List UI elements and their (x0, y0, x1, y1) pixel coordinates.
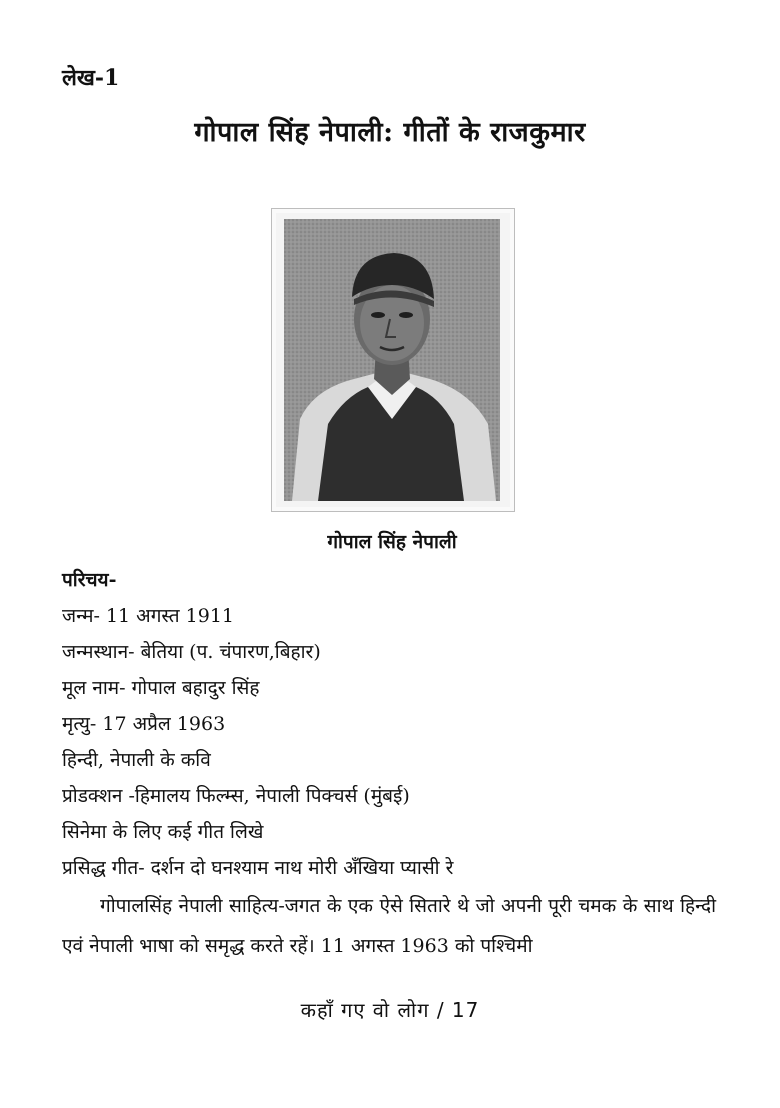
fact-original-name: मूल नाम- गोपाल बहादुर सिंह (62, 677, 260, 699)
portrait-photo-icon (284, 219, 500, 501)
section-heading: परिचय- (62, 569, 117, 591)
portrait-photo (271, 208, 515, 512)
page-title: गोपाल सिंह नेपाली: गीतों के राजकुमार (194, 117, 586, 148)
fact-cinema: सिनेमा के लिए कई गीत लिखे (62, 821, 264, 843)
fact-death: मृत्यु- 17 अप्रैल 1963 (62, 713, 226, 735)
photo-caption: गोपाल सिंह नेपाली (327, 531, 457, 553)
chapter-label: लेख-1 (62, 65, 120, 91)
fact-languages: हिन्दी, नेपाली के कवि (62, 749, 211, 771)
paragraph-text: गोपालसिंह नेपाली साहित्य-जगत के एक ऐसे सितारे थे जो अपनी पूरी चमक के साथ हिन्दी एवं नेपाली भाषा को समृद्ध करते रहें। 11 अगस्त 1963 को पश्चिमी (62, 895, 716, 957)
body-paragraph (62, 886, 716, 966)
fact-production: प्रोडक्शन -हिमालय फिल्म्स, नेपाली पिक्चर्स (मुंबई) (62, 785, 410, 807)
fact-famous-song: प्रसिद्ध गीत- दर्शन दो घनश्याम नाथ मोरी अँखिया प्यासी रे (62, 857, 454, 879)
page-footer: कहाँ गए वो लोग / 17 (300, 998, 480, 1022)
fact-birth: जन्म- 11 अगस्त 1911 (62, 605, 235, 627)
fact-birthplace: जन्मस्थान- बेतिया (प. चंपारण,बिहार) (62, 641, 321, 663)
facts-list (62, 598, 453, 886)
